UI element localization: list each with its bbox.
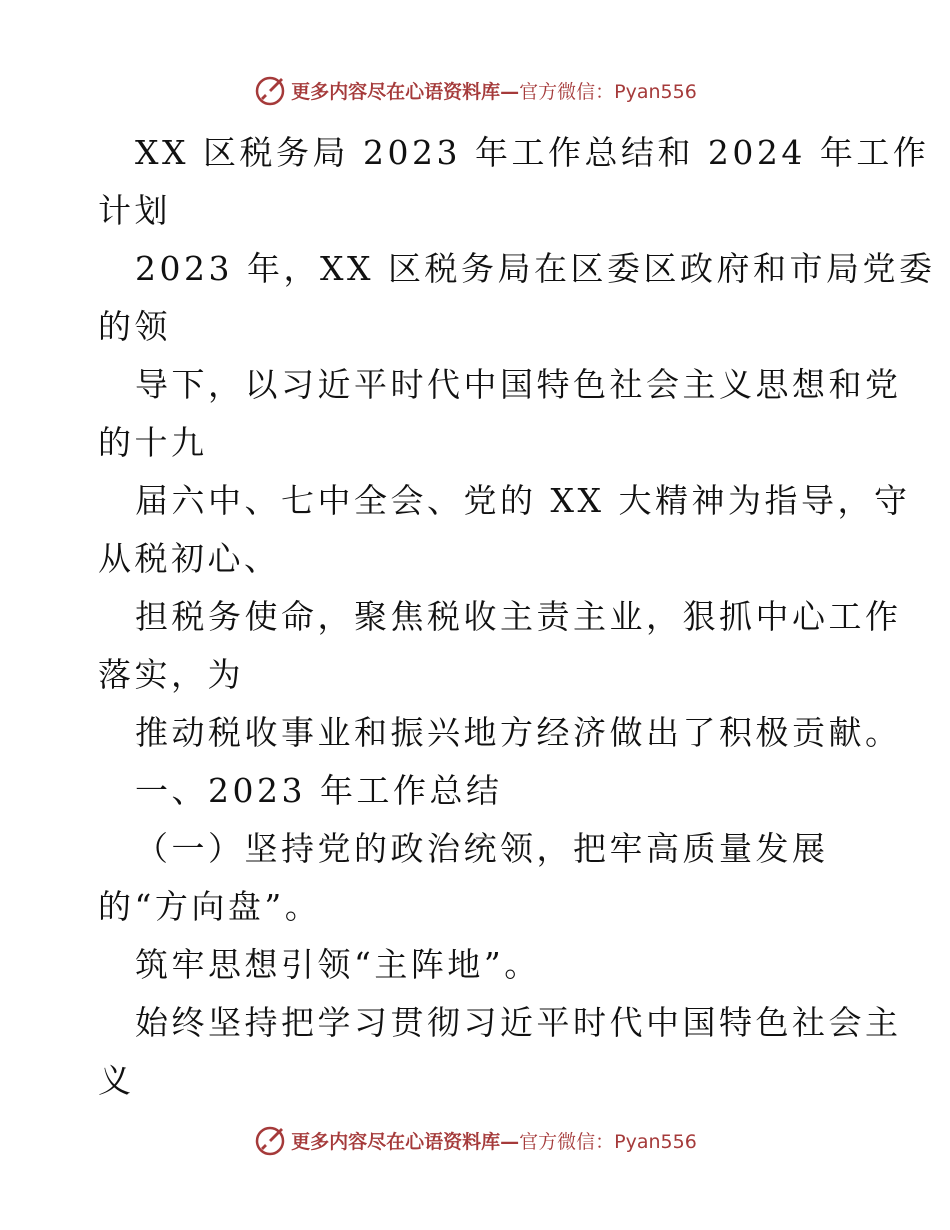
document-line: XX 区税务局 2023 年工作总结和 2024 年工作 bbox=[135, 133, 930, 172]
footer-banner bbox=[0, 1120, 950, 1160]
document-line: 届六中、七中全会、党的 XX 大精神为指导，守 bbox=[135, 481, 911, 520]
banner-wechat-text: 官方微信：Pyan556 bbox=[519, 1130, 697, 1153]
banner-wechat-text: 官方微信：Pyan556 bbox=[519, 80, 697, 103]
banner-library-text: 更多内容尽在心语资料库— bbox=[291, 80, 520, 103]
header-banner bbox=[0, 70, 950, 110]
document-line: 的领 bbox=[98, 307, 171, 346]
document-line: 从税初心、 bbox=[98, 539, 281, 578]
document-line: 筑牢思想引领“主阵地”。 bbox=[135, 945, 541, 984]
document-line: 计划 bbox=[98, 191, 171, 230]
document-line: 的十九 bbox=[98, 423, 208, 462]
pen-nib-logo-icon bbox=[253, 1122, 289, 1158]
document-line: （一）坚持党的政治统领，把牢高质量发展 bbox=[135, 829, 829, 868]
document-body bbox=[98, 124, 936, 1110]
banner-library-text: 更多内容尽在心语资料库— bbox=[291, 1130, 520, 1153]
document-line: 始终坚持把学习贯彻习近平时代中国特色社会主 bbox=[135, 1003, 902, 1042]
document-line: 2023 年，XX 区税务局在区委区政府和市局党委 bbox=[135, 249, 936, 288]
pen-nib-logo-icon bbox=[253, 72, 289, 108]
document-line: 的“方向盘”。 bbox=[98, 887, 322, 926]
document-line: 义 bbox=[98, 1061, 135, 1100]
document-line: 推动税收事业和振兴地方经济做出了积极贡献。 bbox=[135, 713, 902, 752]
document-line: 一、2023 年工作总结 bbox=[135, 771, 503, 810]
document-line: 落实，为 bbox=[98, 655, 244, 694]
document-line: 导下，以习近平时代中国特色社会主义思想和党 bbox=[135, 365, 902, 404]
document-line: 担税务使命，聚焦税收主责主业，狠抓中心工作 bbox=[135, 597, 902, 636]
